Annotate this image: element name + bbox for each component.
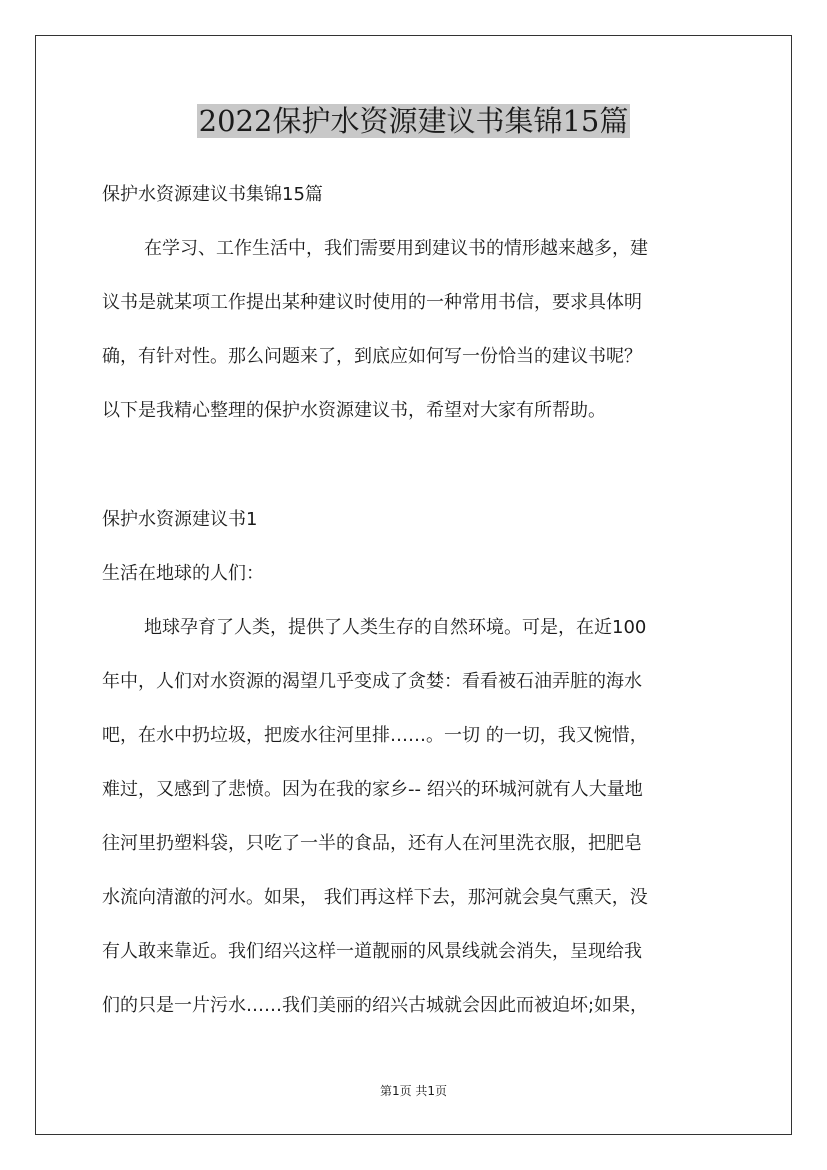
section-heading: 保护水资源建议书1 <box>102 509 258 530</box>
body-line-6: 水流向清澈的河水。如果， 我们再这样下去，那河就会臭气熏天，没 <box>102 887 648 908</box>
intro-line-2: 议书是就某项工作提出某种建议时使用的一种常用书信，要求具体明 <box>102 292 642 313</box>
body-line-4: 难过，又感到了悲愤。因为在我的家乡-- 绍兴的环城河就有人大量地 <box>102 779 643 800</box>
document-subtitle: 保护水资源建议书集锦15篇 <box>102 184 323 205</box>
body-line-2: 年中，人们对水资源的渴望几乎变成了贪婪：看看被石油弄脏的海水 <box>102 671 642 692</box>
intro-line-3: 确，有针对性。那么问题来了，到底应如何写一份恰当的建议书呢？ <box>102 346 642 367</box>
body-line-3: 吧，在水中扔垃圾，把废水往河里排……。一切 的一切，我又惋惜， <box>102 725 648 746</box>
intro-line-1: 在学习、工作生活中，我们需要用到建议书的情形越来越多，建 <box>144 238 648 259</box>
body-line-7: 有人敢来靠近。我们绍兴这样一道靓丽的风景线就会消失，呈现给我 <box>102 941 642 962</box>
page-footer: 第1页 共1页 <box>379 1084 448 1098</box>
salutation: 生活在地球的人们： <box>102 563 264 584</box>
body-line-8: 们的只是一片污水……我们美丽的绍兴古城就会因此而被迫坏;如果， <box>102 995 649 1016</box>
intro-line-4: 以下是我精心整理的保护水资源建议书，希望对大家有所帮助。 <box>102 400 606 421</box>
body-line-5: 往河里扔塑料袋，只吃了一半的食品，还有人在河里洗衣服，把肥皂 <box>102 833 642 854</box>
document-title-text: 2022保护水资源建议书集锦15篇 <box>198 104 629 138</box>
body-line-1: 地球孕育了人类，提供了人类生存的自然环境。可是，在近100 <box>144 617 647 638</box>
document-title <box>0 100 827 142</box>
